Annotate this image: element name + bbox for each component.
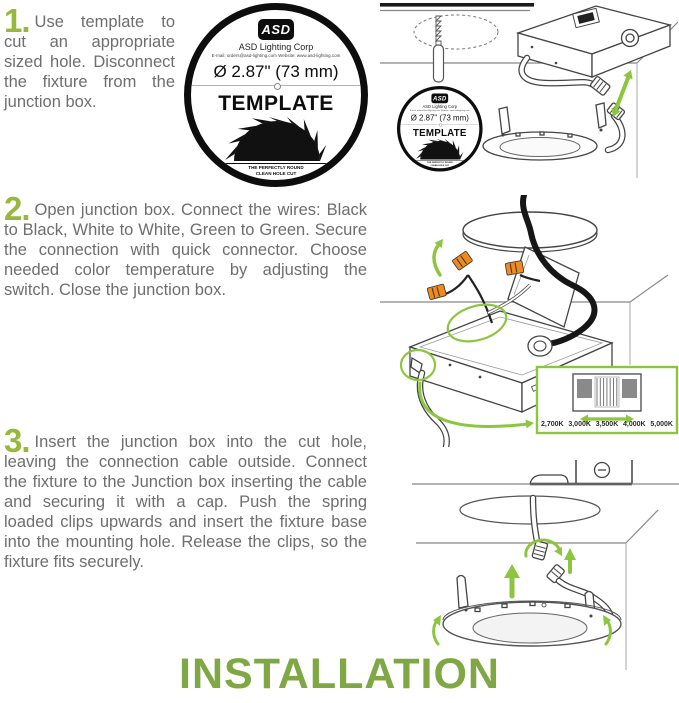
cct-label: 2,700K bbox=[541, 421, 564, 428]
template-circle bbox=[184, 3, 368, 187]
hole-saw-tool-icon bbox=[434, 16, 444, 82]
step-3-text: Insert the junction box into the cut hole, leaving the connection cable outside. Connect the fixture to the Junction box inserting the cable and securing it with a cap. Push the spring loaded clips upwards and insert the fixture base into the mounting hole. Release the clips, so the fixture fits securely. bbox=[4, 433, 367, 571]
contact-line: E-mail: orders@asd-lighting.com Website: www.asd-lighting.com bbox=[211, 53, 341, 58]
template-label: TEMPLATE bbox=[412, 127, 467, 139]
tagline-line-2: CLEAN HOLE CUT bbox=[430, 164, 450, 167]
company-name: ASD Lighting Corp bbox=[238, 42, 314, 52]
step-2-text: Open junction box. Connect the wires: Black to Black, White to White, Green to Green. Secure the connection with quick connector. Choose needed color temperature by adjusting the switch. Close the junction box. bbox=[4, 201, 367, 299]
saw-blade-icon bbox=[216, 117, 336, 163]
push-up-arrow-icon bbox=[504, 564, 520, 596]
cct-label: 3,000K bbox=[568, 421, 591, 428]
connector-up-arrow-icon bbox=[564, 548, 576, 572]
cct-switch bbox=[573, 374, 641, 411]
contact-line: E-mail: orders@asd-lighting.com Website: www.asd-lighting.com bbox=[409, 109, 470, 112]
cct-label: 4,000K bbox=[623, 421, 646, 428]
quick-connector-orange bbox=[505, 261, 524, 276]
junction-box-above-ceiling bbox=[530, 460, 632, 484]
step-2-number: 2. bbox=[4, 190, 30, 227]
cut-hole-marking bbox=[414, 15, 498, 49]
illustration-step3 bbox=[380, 448, 679, 672]
tagline-line-1: THE PERFECTLY ROUND bbox=[248, 165, 304, 170]
cct-label: 3,500K bbox=[595, 421, 619, 428]
company-name: ASD Lighting Corp bbox=[422, 104, 458, 109]
clip-arrow-left-icon bbox=[433, 615, 441, 644]
hole-diameter: Ø 2.87" (73 mm) bbox=[410, 113, 469, 123]
quick-connector bbox=[590, 76, 611, 96]
illustration-step2 bbox=[380, 195, 679, 447]
template-label: TEMPLATE bbox=[218, 92, 334, 115]
cct-label: 5,000K bbox=[650, 421, 673, 428]
saw-blade-icon bbox=[412, 139, 468, 160]
recessed-fixture bbox=[483, 103, 606, 160]
asd-logo: ASD bbox=[258, 19, 294, 40]
step-2 bbox=[4, 190, 367, 300]
tagline-line-1: THE PERFECTLY ROUND bbox=[426, 161, 453, 164]
quick-connector-orange bbox=[452, 251, 473, 271]
recessed-fixture bbox=[443, 576, 621, 647]
divider bbox=[220, 163, 332, 164]
step-1-number: 1. bbox=[4, 2, 30, 39]
step-3-number: 3. bbox=[4, 422, 30, 459]
tagline-line-2: CLEAN HOLE CUT bbox=[255, 171, 297, 177]
template-circle-small bbox=[397, 86, 483, 172]
cct-labels bbox=[541, 421, 673, 428]
open-lid-arrow-icon bbox=[434, 239, 443, 275]
quick-connector bbox=[532, 541, 548, 561]
quick-connector-orange bbox=[427, 284, 447, 300]
center-mark bbox=[191, 85, 361, 86]
hole-diameter: Ø 2.87" (73 mm) bbox=[213, 62, 339, 81]
junction-box bbox=[518, 6, 670, 77]
step-1 bbox=[4, 2, 175, 112]
template-circle bbox=[397, 86, 483, 172]
page-title: INSTALLATION bbox=[179, 650, 500, 698]
asd-logo: ASD bbox=[433, 94, 447, 102]
step-3 bbox=[4, 422, 367, 572]
step-1-text: Use template to cut an appropriate sized hole. Disconnect the fixture from the junction box. bbox=[4, 13, 175, 111]
